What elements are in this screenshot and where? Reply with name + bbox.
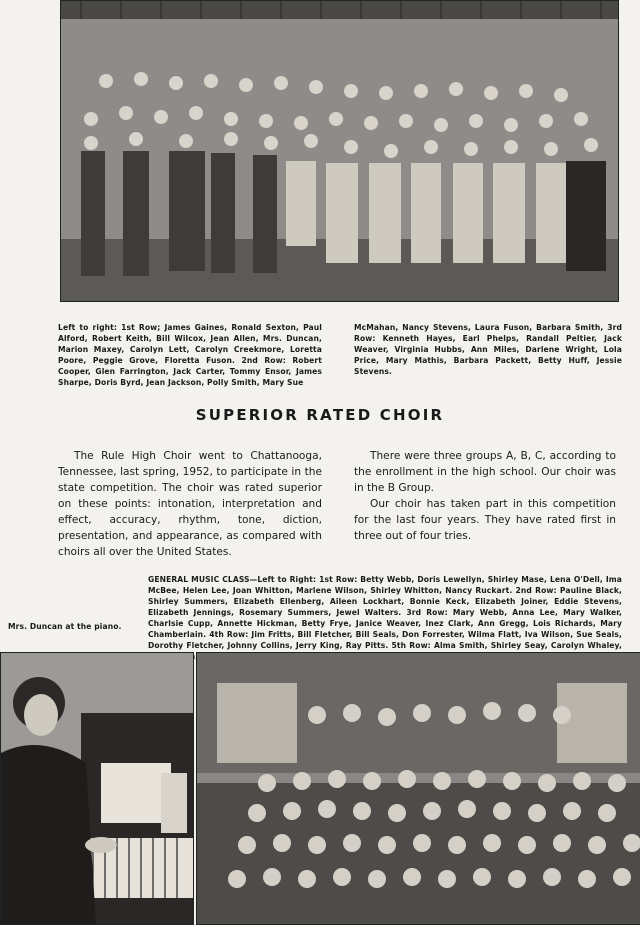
choir-caption-right: McMahan, Nancy Stevens, Laura Fuson, Barbara Smith, 3rd Row: Kenneth Hayes, Earl Phelps, Randall Peltier, Jack Weaver, Virginia Hubbs, Ann Miles, Darlene Wright, Lola Price, Mary Mathis, Barbara Packett, Betty Huff, Jessie Stevens. <box>354 323 622 376</box>
section-title: SUPERIOR RATED CHOIR <box>195 406 445 424</box>
piano-photo <box>0 652 194 925</box>
story-paragraph: There were three groups A, B, C, according to the enrollment in the high school. Our choir was in the B Group. <box>354 450 616 494</box>
music-class-caption: GENERAL MUSIC CLASS—Left to Right: 1st Row: Betty Webb, Doris Lewellyn, Shirley Mase, Lena O'Dell, Ima McBee, Helen Lee, Joan Whitton, Marlene Wilson, Shirley Whitton, Nancy Ruckart. 2nd Row: Pauline Black, Shirley Summers, Elizabeth Ellenberg, Aileen Lockhart, Bonnie Keck, Elizabeth Joiner, Eddie Stevens, Elizabeth Jennings, Rosemary Summers, Jewel Walters. 3rd Row: Mary Webb, Anna Lee, Mary Walker, Charlsie Cupp, Annette Hickman, Betty Frye, Janice Weaver, Inez Clark, Ann Gregg, Lois Richards, Mary Chamberlain. 4th Row: Jim Fritts, Bill Fletcher, Bill Seals, Don Forrester, Wilma Flatt, Iva Wilson, Sue Seals, Dorothy Fletcher, Johnny Collins, Jerry King, Ray Pitts. 5th Row: Alma Smith, Shirley Seay, Carolyn Whaley, <box>148 575 622 650</box>
story-left-column <box>58 448 322 560</box>
story-paragraph: Our choir has taken part in this competition for the last four years. They have rated first in three out of four tries. <box>354 498 616 542</box>
story-paragraph: The Rule High Choir went to Chattanooga, Tennessee, last spring, 1952, to participate in the state competition. The choir was rated superior on these points: intonation, interpretation and effect, accuracy, rhythm, tone, diction, presentation, and appearance, as compared with choirs all over the United States. <box>58 450 322 558</box>
story-right-column <box>354 448 616 544</box>
choir-caption-left: Left to right: 1st Row; James Gaines, Ronald Sexton, Paul Alford, Robert Keith, Bill Wilcox, Jean Allen, Mrs. Duncan, Marion Maxey, Carolyn Lett, Carolyn Creekmore, Loretta Poore, Peggie Grove, Floretta Fuson. 2nd Row: Robert Cooper, Glen Farrington, Jack Carter, Tommy Ensor, James Sharpe, Doris Byrd, Jean Jackson, Polly Smith, Mary Sue <box>58 323 322 387</box>
piano-caption: Mrs. Duncan at the piano. <box>8 622 122 631</box>
music-class-photo <box>196 652 640 925</box>
choir-group-photo <box>60 0 619 302</box>
